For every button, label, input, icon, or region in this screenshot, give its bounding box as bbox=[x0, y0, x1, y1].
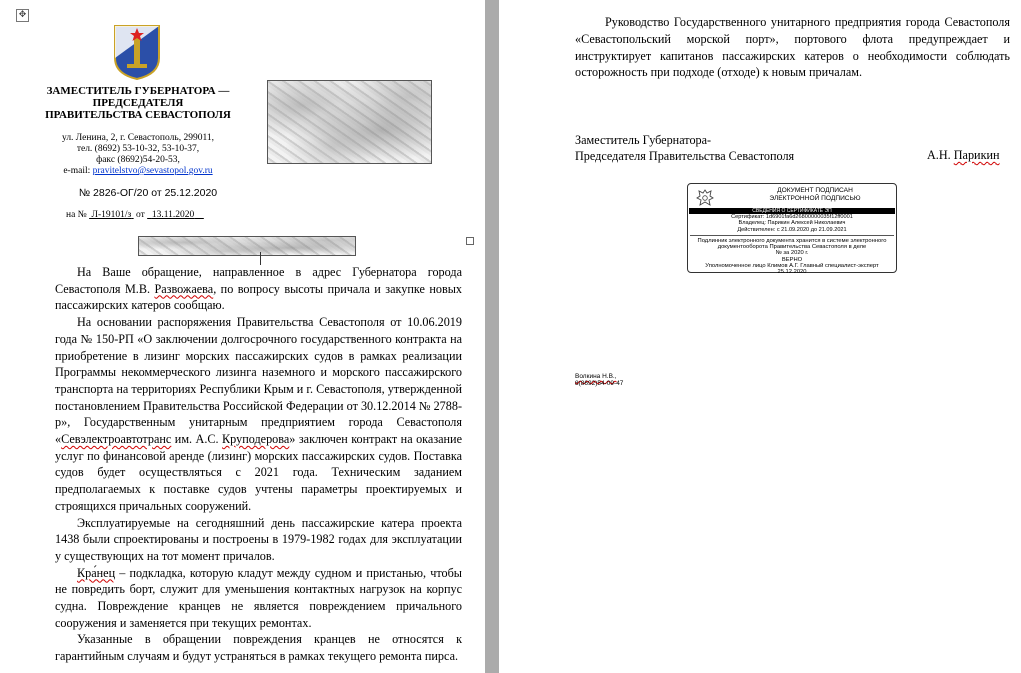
executor-info bbox=[575, 373, 623, 387]
esign-cert-details: Сертификат: 1d6901fa6d26800000035f12ff0001 Владелец: Парикин Алексей Николаевич Действителен: с 21.09.2020 до 21.09.2021 bbox=[731, 214, 853, 233]
esign-note: Подлинник электронного документа хранится в системе электронного документооборота Правительства Севастополя в деле № за 2020 г. ВЕРНО Уполномоченное лицо Климов А.Г. Главный специалист-эксперт 25.12.2020 bbox=[697, 238, 887, 276]
header-email-line bbox=[30, 166, 246, 177]
document-page-2 bbox=[499, 0, 1021, 673]
email-link[interactable]: pravitelstvo@sevastopol.gov.ru bbox=[92, 166, 213, 176]
document-page-1 bbox=[0, 0, 485, 673]
paragraph-5: Указанные в обращении повреждения кранцев не относятся к гарантийным случаям и будут устраняться в рамках текущего ремонта пирса. bbox=[55, 632, 462, 664]
esign-cert-header: СВЕДЕНИЯ О СЕРТИФИКАТЕ ЭП bbox=[689, 208, 895, 214]
executor-phone: 8(8692)54-09-47 bbox=[575, 380, 624, 387]
signer-title-line-1: Заместитель Губернатора- bbox=[575, 133, 712, 147]
sevastopol-coat-of-arms-icon bbox=[113, 24, 161, 80]
signer-name: А.Н. Парикин bbox=[927, 148, 1000, 162]
header-title-line-1: ЗАМЕСТИТЕЛЬ ГУБЕРНАТОРА — bbox=[46, 85, 230, 97]
ref-number: Л-19101/з bbox=[91, 210, 132, 220]
executor-name: Волкина Н.В., bbox=[575, 373, 617, 380]
paragraph-2: На основании распоряжения Правительства Севастополя от 10.06.2019 года № 150-РП «О заключении долгосрочного государственного контракта на приобретение в лизинг морских пассажирских судов в рамках реализации Программы некоммерческого лизинга наземного и морского пассажирского транспорта на территориях Республики Крым и г. Севастополя, утвержденной постановлением Правительства Российской Федерации от 30.12.2014 № 2788-р», Государственным унитарным предприятием города Севастополя «Севэлектроавтотранс им. А.С. Круподерова» заключен контракт на оказание услуг по финансовой аренде (лизинг) морских пассажирских судов. Поставка судов будет осуществляться с 2021 года. Техническим заданием предполагаемых к поставке судов учтены параметры проектируемых и строящихся причальных сооружений. bbox=[55, 315, 462, 513]
ref-date: 13.11.2020 bbox=[151, 210, 195, 220]
electronic-signature-stamp bbox=[687, 183, 897, 276]
ref-prefix: на № bbox=[66, 210, 87, 220]
resize-handle[interactable] bbox=[466, 237, 474, 245]
page-separator bbox=[485, 0, 499, 673]
ref-mid: от bbox=[136, 210, 145, 220]
paragraph-1: На Ваше обращение, направленное в адрес Губернатора города Севастополя М.В. Развожаева, по вопросу высоты причала и закупке новых пассажирских катеров сообщаю. bbox=[55, 265, 462, 313]
paragraph-3: Эксплуатируемые на сегодняшний день пассажирские катера проекта 1438 были спроектированы и построены в 1979-1982 годах для эксплуатации у существующих на тот момент причалов. bbox=[55, 515, 462, 563]
page2-paragraph: Руководство Государственного унитарного предприятия города Севастополя «Севастопольский морской порт», портового флота предупреждает и инструктирует капитанов пассажирских катеров о необходимости соблюдать осторожность при подходе (отходе) к новым причалам. bbox=[575, 15, 1010, 80]
table-move-handle-icon[interactable]: ✥ bbox=[16, 9, 29, 22]
header-fax: факс (8692)54-20-53, bbox=[96, 155, 180, 165]
reference-line bbox=[66, 210, 204, 220]
signer-title-line-2: Председателя Правительства Севастополя bbox=[575, 149, 795, 163]
redacted-recipient-box bbox=[267, 80, 432, 164]
registration-number: № 2826-ОГ/20 от 25.12.2020 bbox=[78, 187, 218, 199]
header-address: ул. Ленина, 2, г. Севастополь, 299011, bbox=[61, 133, 214, 143]
letter-body bbox=[55, 264, 462, 665]
redacted-subject-line[interactable] bbox=[138, 236, 356, 256]
header-title-line-3: ПРАВИТЕЛЬСТВА СЕВАСТОПОЛЯ bbox=[45, 109, 231, 121]
russian-eagle-icon bbox=[695, 188, 715, 208]
esign-title: ДОКУМЕНТ ПОДПИСАН ЭЛЕКТРОННОЙ ПОДПИСЬЮ bbox=[769, 187, 861, 202]
esign-divider bbox=[690, 235, 894, 236]
page2-body bbox=[575, 14, 1010, 81]
header-phone: тел. (8692) 53-10-32, 53-10-37, bbox=[76, 144, 200, 154]
email-label: e-mail: bbox=[63, 166, 91, 176]
paragraph-4: Кра́нец – подкладка, которую кладут между судном и пристанью, чтобы не повредить борт, служит для уменьшения контактных нагрузок на корпус судна. Повреждение кранцев не является повреждением причального сооружения и заменяется при текущих ремонтах. bbox=[55, 565, 462, 630]
header-title-line-2: ПРЕДСЕДАТЕЛЯ bbox=[92, 97, 184, 109]
